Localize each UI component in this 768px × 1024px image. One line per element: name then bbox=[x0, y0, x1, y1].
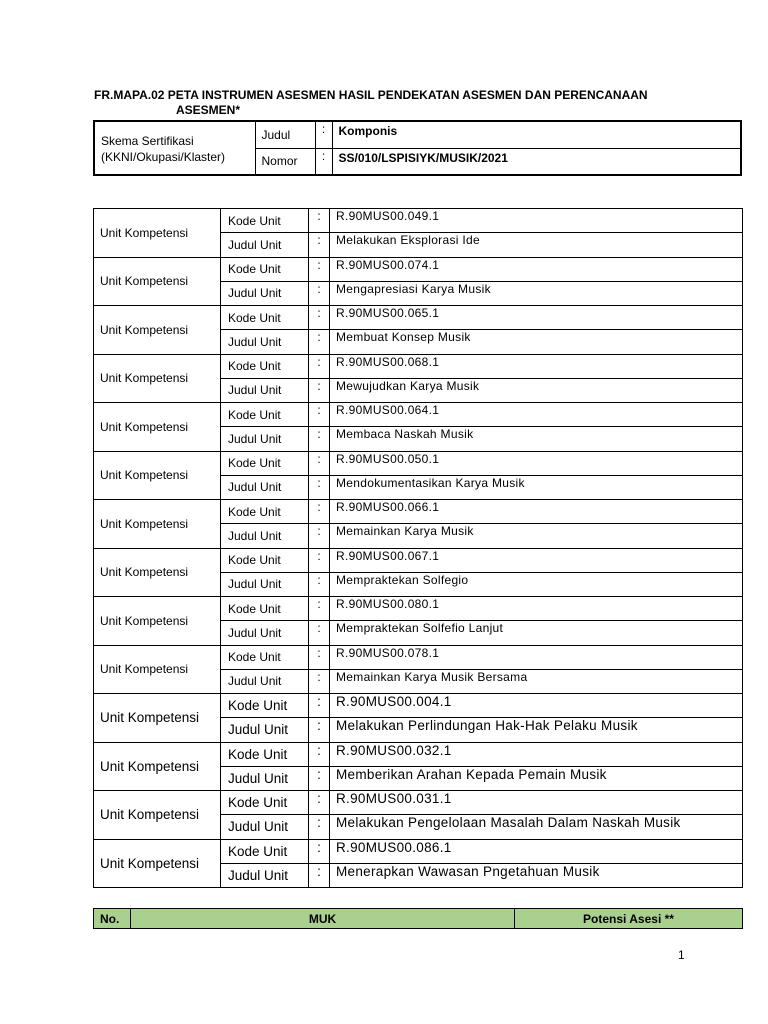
unit-kompetensi-label: Unit Kompetensi bbox=[94, 306, 221, 355]
kode-unit-label: Kode Unit bbox=[221, 257, 309, 281]
judul-unit-value: Mengapresiasi Karya Musik bbox=[330, 281, 743, 305]
kode-separator: : bbox=[309, 403, 330, 427]
muk-header-table bbox=[93, 908, 743, 929]
unit-kompetensi-label: Unit Kompetensi bbox=[94, 354, 221, 403]
judul-unit-value: Menerapkan Wawasan Pngetahuan Musik bbox=[330, 863, 743, 887]
judul-unit-value: Mewujudkan Karya Musik bbox=[330, 378, 743, 402]
judul-unit-value: Mempraktekan Solfefio Lanjut bbox=[330, 621, 743, 645]
unit-kompetensi-label: Unit Kompetensi bbox=[94, 500, 221, 549]
judul-unit-label: Judul Unit bbox=[221, 475, 309, 499]
kode-unit-value: R.90MUS00.074.1 bbox=[330, 257, 743, 281]
unit-kompetensi-label: Unit Kompetensi bbox=[94, 694, 221, 743]
judul-unit-label: Judul Unit bbox=[221, 572, 309, 596]
kode-separator: : bbox=[309, 209, 330, 233]
judul-value: Komponis bbox=[332, 121, 741, 148]
kode-unit-label: Kode Unit bbox=[221, 209, 309, 233]
kode-unit-label: Kode Unit bbox=[221, 645, 309, 669]
judul-unit-label: Judul Unit bbox=[221, 378, 309, 402]
kode-separator: : bbox=[309, 839, 330, 863]
kode-unit-value: R.90MUS00.066.1 bbox=[330, 500, 743, 524]
unit-kompetensi-label: Unit Kompetensi bbox=[94, 209, 221, 258]
title-line-2: ASESMEN* bbox=[176, 103, 241, 117]
judul-separator: : bbox=[309, 475, 330, 499]
kode-separator: : bbox=[309, 791, 330, 815]
kode-separator: : bbox=[309, 500, 330, 524]
kode-separator: : bbox=[309, 597, 330, 621]
judul-separator: : bbox=[309, 281, 330, 305]
document-title bbox=[94, 88, 714, 118]
schema-label bbox=[94, 121, 255, 175]
kode-unit-label: Kode Unit bbox=[221, 548, 309, 572]
kode-separator: : bbox=[309, 645, 330, 669]
judul-unit-value: Melakukan Pengelolaan Masalah Dalam Naskah Musik bbox=[330, 815, 743, 839]
judul-unit-value: Melakukan Eksplorasi Ide bbox=[330, 233, 743, 257]
nomor-label: Nomor bbox=[255, 148, 315, 175]
kode-separator: : bbox=[309, 694, 330, 718]
unit-row-kode bbox=[94, 791, 743, 815]
unit-kompetensi-label: Unit Kompetensi bbox=[94, 257, 221, 306]
kode-separator: : bbox=[309, 548, 330, 572]
kode-unit-value: R.90MUS00.004.1 bbox=[330, 694, 743, 718]
kode-unit-label: Kode Unit bbox=[221, 597, 309, 621]
schema-label-line-1: Skema Sertifikasi bbox=[101, 134, 194, 148]
kode-separator: : bbox=[309, 742, 330, 766]
kode-unit-value: R.90MUS00.067.1 bbox=[330, 548, 743, 572]
judul-label: Judul bbox=[255, 121, 315, 148]
judul-separator: : bbox=[309, 524, 330, 548]
judul-unit-label: Judul Unit bbox=[221, 233, 309, 257]
unit-row-kode bbox=[94, 306, 743, 330]
page-number: 1 bbox=[678, 948, 685, 962]
judul-separator: : bbox=[309, 766, 330, 790]
unit-row-kode bbox=[94, 500, 743, 524]
unit-kompetensi-label: Unit Kompetensi bbox=[94, 791, 221, 840]
schema-table bbox=[93, 120, 742, 176]
kode-unit-label: Kode Unit bbox=[221, 694, 309, 718]
unit-row-kode bbox=[94, 451, 743, 475]
unit-row-kode bbox=[94, 839, 743, 863]
muk-no-header: No. bbox=[94, 909, 131, 929]
kode-separator: : bbox=[309, 306, 330, 330]
judul-separator: : bbox=[309, 718, 330, 742]
kode-unit-label: Kode Unit bbox=[221, 791, 309, 815]
kode-unit-label: Kode Unit bbox=[221, 354, 309, 378]
unit-kompetensi-label: Unit Kompetensi bbox=[94, 839, 221, 888]
kode-unit-value: R.90MUS00.078.1 bbox=[330, 645, 743, 669]
judul-separator: : bbox=[309, 621, 330, 645]
judul-unit-value: Memainkan Karya Musik Bersama bbox=[330, 669, 743, 693]
unit-row-kode bbox=[94, 645, 743, 669]
unit-kompetensi-label: Unit Kompetensi bbox=[94, 403, 221, 452]
unit-row-kode bbox=[94, 403, 743, 427]
judul-unit-label: Judul Unit bbox=[221, 621, 309, 645]
judul-separator: : bbox=[309, 378, 330, 402]
unit-kompetensi-label: Unit Kompetensi bbox=[94, 645, 221, 694]
kode-unit-label: Kode Unit bbox=[221, 306, 309, 330]
unit-kompetensi-label: Unit Kompetensi bbox=[94, 451, 221, 500]
kode-unit-value: R.90MUS00.049.1 bbox=[330, 209, 743, 233]
kode-unit-label: Kode Unit bbox=[221, 451, 309, 475]
kode-separator: : bbox=[309, 354, 330, 378]
unit-row-kode bbox=[94, 209, 743, 233]
judul-unit-value: Memberikan Arahan Kepada Pemain Musik bbox=[330, 766, 743, 790]
kode-unit-value: R.90MUS00.032.1 bbox=[330, 742, 743, 766]
judul-unit-label: Judul Unit bbox=[221, 524, 309, 548]
unit-kompetensi-label: Unit Kompetensi bbox=[94, 548, 221, 597]
potensi-asesi-header: Potensi Asesi ** bbox=[515, 909, 743, 929]
judul-unit-value: Membuat Konsep Musik bbox=[330, 330, 743, 354]
judul-separator: : bbox=[309, 233, 330, 257]
judul-separator: : bbox=[315, 121, 332, 148]
nomor-separator: : bbox=[315, 148, 332, 175]
judul-unit-label: Judul Unit bbox=[221, 427, 309, 451]
judul-separator: : bbox=[309, 330, 330, 354]
unit-row-kode bbox=[94, 548, 743, 572]
kode-unit-label: Kode Unit bbox=[221, 742, 309, 766]
kode-unit-value: R.90MUS00.050.1 bbox=[330, 451, 743, 475]
unit-row-kode bbox=[94, 742, 743, 766]
judul-unit-label: Judul Unit bbox=[221, 281, 309, 305]
judul-unit-value: Melakukan Perlindungan Hak-Hak Pelaku Musik bbox=[330, 718, 743, 742]
kode-unit-label: Kode Unit bbox=[221, 403, 309, 427]
kode-unit-value: R.90MUS00.080.1 bbox=[330, 597, 743, 621]
unit-kompetensi-label: Unit Kompetensi bbox=[94, 597, 221, 646]
title-line-1: FR.MAPA.02 PETA INSTRUMEN ASESMEN HASIL PENDEKATAN ASESMEN DAN PERENCANAAN bbox=[94, 88, 648, 102]
unit-kompetensi-label: Unit Kompetensi bbox=[94, 742, 221, 791]
unit-row-kode bbox=[94, 257, 743, 281]
judul-unit-label: Judul Unit bbox=[221, 863, 309, 887]
judul-unit-label: Judul Unit bbox=[221, 815, 309, 839]
judul-unit-value: Membaca Naskah Musik bbox=[330, 427, 743, 451]
kode-separator: : bbox=[309, 451, 330, 475]
judul-unit-label: Judul Unit bbox=[221, 766, 309, 790]
unit-row-kode bbox=[94, 354, 743, 378]
judul-unit-label: Judul Unit bbox=[221, 718, 309, 742]
kode-unit-value: R.90MUS00.086.1 bbox=[330, 839, 743, 863]
unit-kompetensi-table bbox=[93, 208, 743, 888]
judul-separator: : bbox=[309, 863, 330, 887]
schema-label-line-2: (KKNI/Okupasi/Klaster) bbox=[101, 150, 226, 164]
unit-row-kode bbox=[94, 597, 743, 621]
judul-unit-value: Mendokumentasikan Karya Musik bbox=[330, 475, 743, 499]
muk-header: MUK bbox=[131, 909, 515, 929]
nomor-value: SS/010/LSPISIYK/MUSIK/2021 bbox=[332, 148, 741, 175]
kode-unit-label: Kode Unit bbox=[221, 839, 309, 863]
kode-separator: : bbox=[309, 257, 330, 281]
kode-unit-value: R.90MUS00.068.1 bbox=[330, 354, 743, 378]
judul-separator: : bbox=[309, 427, 330, 451]
kode-unit-label: Kode Unit bbox=[221, 500, 309, 524]
judul-unit-value: Mempraktekan Solfegio bbox=[330, 572, 743, 596]
judul-unit-value: Memainkan Karya Musik bbox=[330, 524, 743, 548]
kode-unit-value: R.90MUS00.031.1 bbox=[330, 791, 743, 815]
kode-unit-value: R.90MUS00.065.1 bbox=[330, 306, 743, 330]
judul-unit-label: Judul Unit bbox=[221, 669, 309, 693]
judul-separator: : bbox=[309, 815, 330, 839]
judul-separator: : bbox=[309, 572, 330, 596]
kode-unit-value: R.90MUS00.064.1 bbox=[330, 403, 743, 427]
judul-unit-label: Judul Unit bbox=[221, 330, 309, 354]
unit-row-kode bbox=[94, 694, 743, 718]
judul-separator: : bbox=[309, 669, 330, 693]
